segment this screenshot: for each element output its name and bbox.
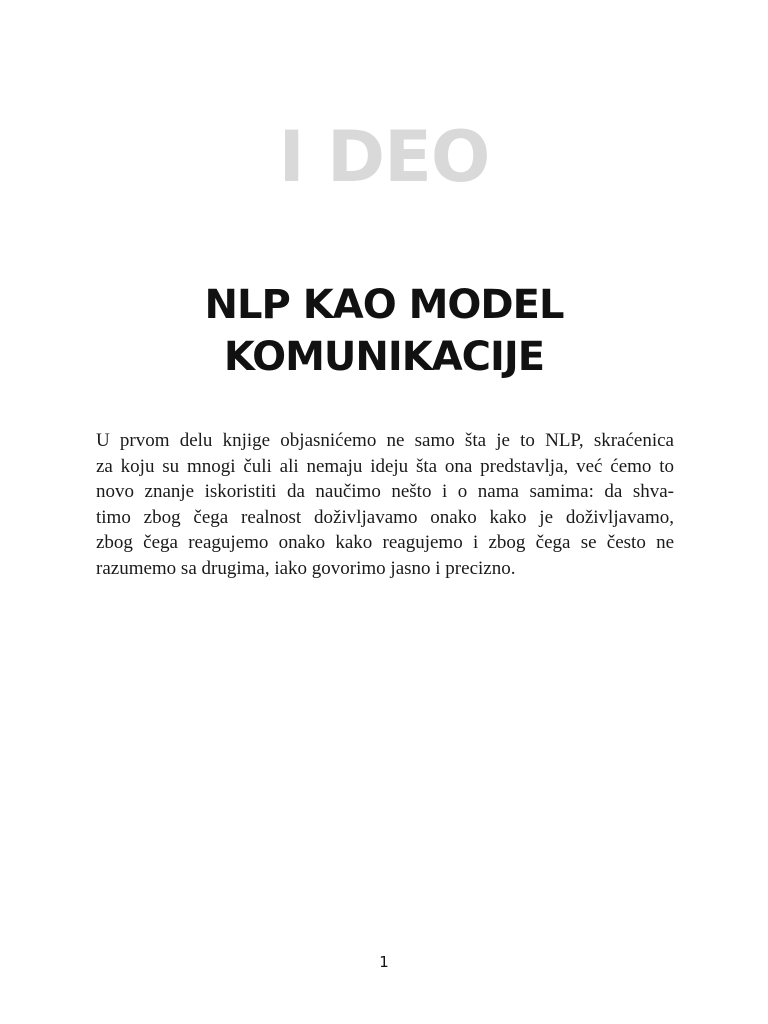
part-heading: I DEO [278, 116, 490, 198]
paragraph-line: razumemo sa drugima, iako govorimo jasno i precizno. [96, 557, 516, 579]
paragraph-line: U prvom delu knjige objasnićemo ne samo šta je to NLP, skraćenica [96, 430, 674, 451]
page-number: 1 [379, 953, 389, 971]
chapter-title [0, 279, 768, 383]
chapter-title-line: KOMUNIKACIJE [223, 334, 545, 380]
chapter-title-line: NLP KAO MODEL [204, 282, 564, 328]
paragraph-line: timo zbog čega realnost doživljavamo onako kako je doživljavamo, [96, 506, 674, 528]
paragraph-line: zbog čega reagujemo onako kako reagujemo i zbog čega se često ne [96, 532, 674, 553]
paragraph-line: novo znanje iskoristiti da naučimo nešto i o nama samima: da shva- [96, 481, 674, 502]
intro-paragraph [96, 428, 674, 581]
paragraph-line: za koju su mnogi čuli ali nemaju ideju šta ona predstavlja, već ćemo to [96, 455, 674, 477]
